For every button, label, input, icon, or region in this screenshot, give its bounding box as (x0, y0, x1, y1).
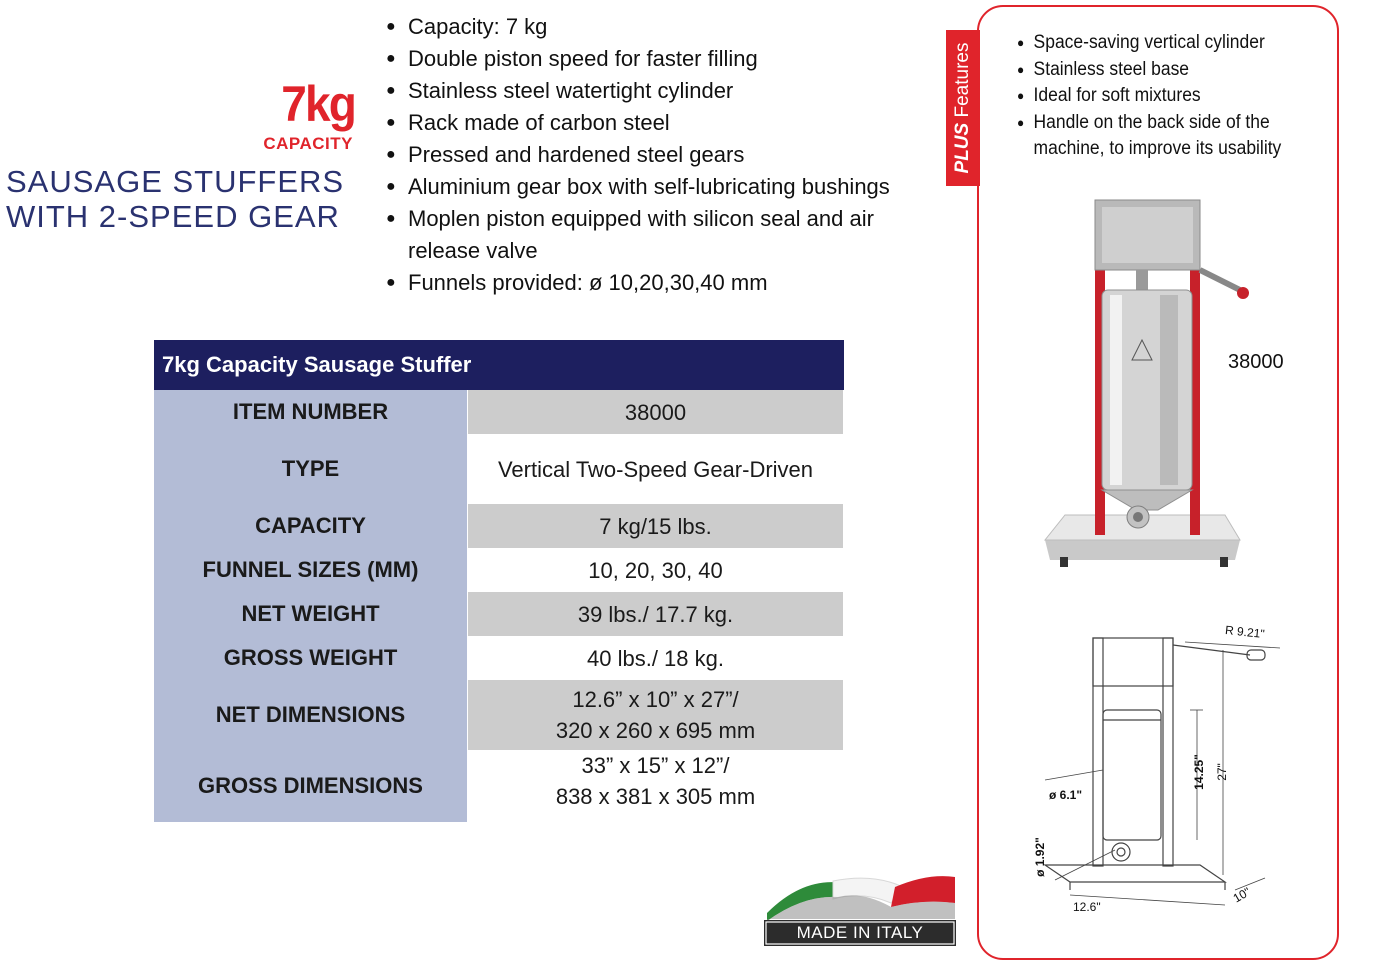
spec-row-gross-weight (154, 636, 844, 680)
spec-row-net-weight (154, 592, 844, 636)
spec-value-line: 320 x 260 x 695 mm (555, 718, 756, 743)
spec-row-net-dimensions (154, 680, 844, 750)
spec-value-line: 33” x 15” x 12”/ (581, 753, 730, 778)
dim-diameter-cylinder: ø 6.1" (1049, 788, 1083, 802)
spec-row-gross-dimensions (154, 750, 844, 822)
model-number: 38000 (1228, 351, 1284, 373)
spec-value (467, 434, 843, 504)
spec-value (467, 390, 843, 434)
dim-height-cylinder: 14.25" (1191, 754, 1206, 790)
page-title (6, 164, 366, 234)
plus-features-tab-label (946, 30, 980, 186)
feature-item: ● Moplen piston equipped with silicon seal and air release valve (386, 203, 946, 267)
spec-label: FUNNEL SIZES (MM) (154, 548, 467, 592)
spec-value-line: 838 x 381 x 305 mm (555, 784, 756, 809)
spec-value (467, 548, 843, 592)
title-line-2: WITH 2-SPEED GEAR (6, 199, 340, 234)
plus-feature-item: ● Handle on the back side of the machine, to improve its usability (1017, 110, 1310, 163)
spec-value (467, 504, 843, 548)
dim-height-total: 27" (1214, 763, 1229, 781)
plus-feature-item: ● Space-saving vertical cylinder (1017, 30, 1337, 57)
technical-drawing-illustration (1025, 620, 1325, 920)
plus-feature-item: ● Ideal for soft mixtures (1017, 83, 1337, 110)
spec-value-line: Vertical Two-Speed Gear-Driven (497, 456, 814, 482)
spec-row-item-number (154, 390, 844, 434)
dim-width: 12.6" (1073, 900, 1101, 914)
feature-item: ● Pressed and hardened steel gears (386, 139, 946, 171)
plus-feature-item: ● Stainless steel base (1017, 57, 1337, 84)
spec-label: NET WEIGHT (154, 592, 467, 636)
plus-label-bold: PLUS (952, 122, 973, 174)
made-in-italy-text: MADE IN ITALY (796, 923, 924, 942)
spec-row-type (154, 434, 844, 504)
spec-value-line: 10, 20, 30, 40 (588, 557, 723, 583)
spec-label: ITEM NUMBER (154, 390, 467, 434)
spec-value (467, 750, 843, 822)
spec-value (467, 680, 843, 750)
spec-value-line: 7 kg/15 lbs. (599, 513, 712, 539)
feature-item: ● Funnels provided: ø 10,20,30,40 mm (386, 267, 946, 299)
spec-value-line: 38000 (624, 399, 687, 425)
made-in-italy-logo (763, 873, 957, 947)
feature-item: ● Capacity: 7 kg (386, 11, 946, 43)
dim-diameter-outlet: ø 1.92" (1032, 837, 1047, 877)
dim-depth: 10" (1230, 884, 1253, 906)
capacity-badge-value: 7kg (281, 76, 355, 132)
feature-item: ● Rack made of carbon steel (386, 107, 946, 139)
spec-label: TYPE (154, 434, 467, 504)
spec-row-capacity (154, 504, 844, 548)
dimension-drawing (1025, 620, 1325, 920)
spec-table (154, 340, 844, 822)
spec-value-line: 40 lbs./ 18 kg. (587, 645, 724, 671)
spec-row-funnel-sizes (154, 548, 844, 592)
spec-value-line: 12.6” x 10” x 27”/ (572, 687, 739, 712)
spec-value-line: 39 lbs./ 17.7 kg. (577, 601, 734, 627)
plus-label-rest: Features (952, 42, 973, 123)
plus-feature-list (1017, 30, 1327, 163)
spec-label: NET DIMENSIONS (154, 680, 467, 750)
spec-value (467, 592, 843, 636)
spec-value (467, 636, 843, 680)
capacity-badge-label: CAPACITY (263, 134, 353, 153)
spec-table-header: 7kg Capacity Sausage Stuffer (154, 340, 844, 390)
feature-item: ● Stainless steel watertight cylinder (386, 75, 946, 107)
spec-label: GROSS DIMENSIONS (154, 750, 467, 822)
sausage-stuffer-illustration (1040, 195, 1250, 580)
product-photo (1040, 195, 1250, 580)
spec-label: CAPACITY (154, 504, 467, 548)
feature-item: ● Aluminium gear box with self-lubricating bushings (386, 171, 946, 203)
feature-list (386, 11, 946, 299)
spec-label: GROSS WEIGHT (154, 636, 467, 680)
dim-radius: R 9.21" (1224, 622, 1266, 642)
feature-item: ● Double piston speed for faster filling (386, 43, 946, 75)
title-line-1: SAUSAGE STUFFERS (6, 164, 345, 199)
